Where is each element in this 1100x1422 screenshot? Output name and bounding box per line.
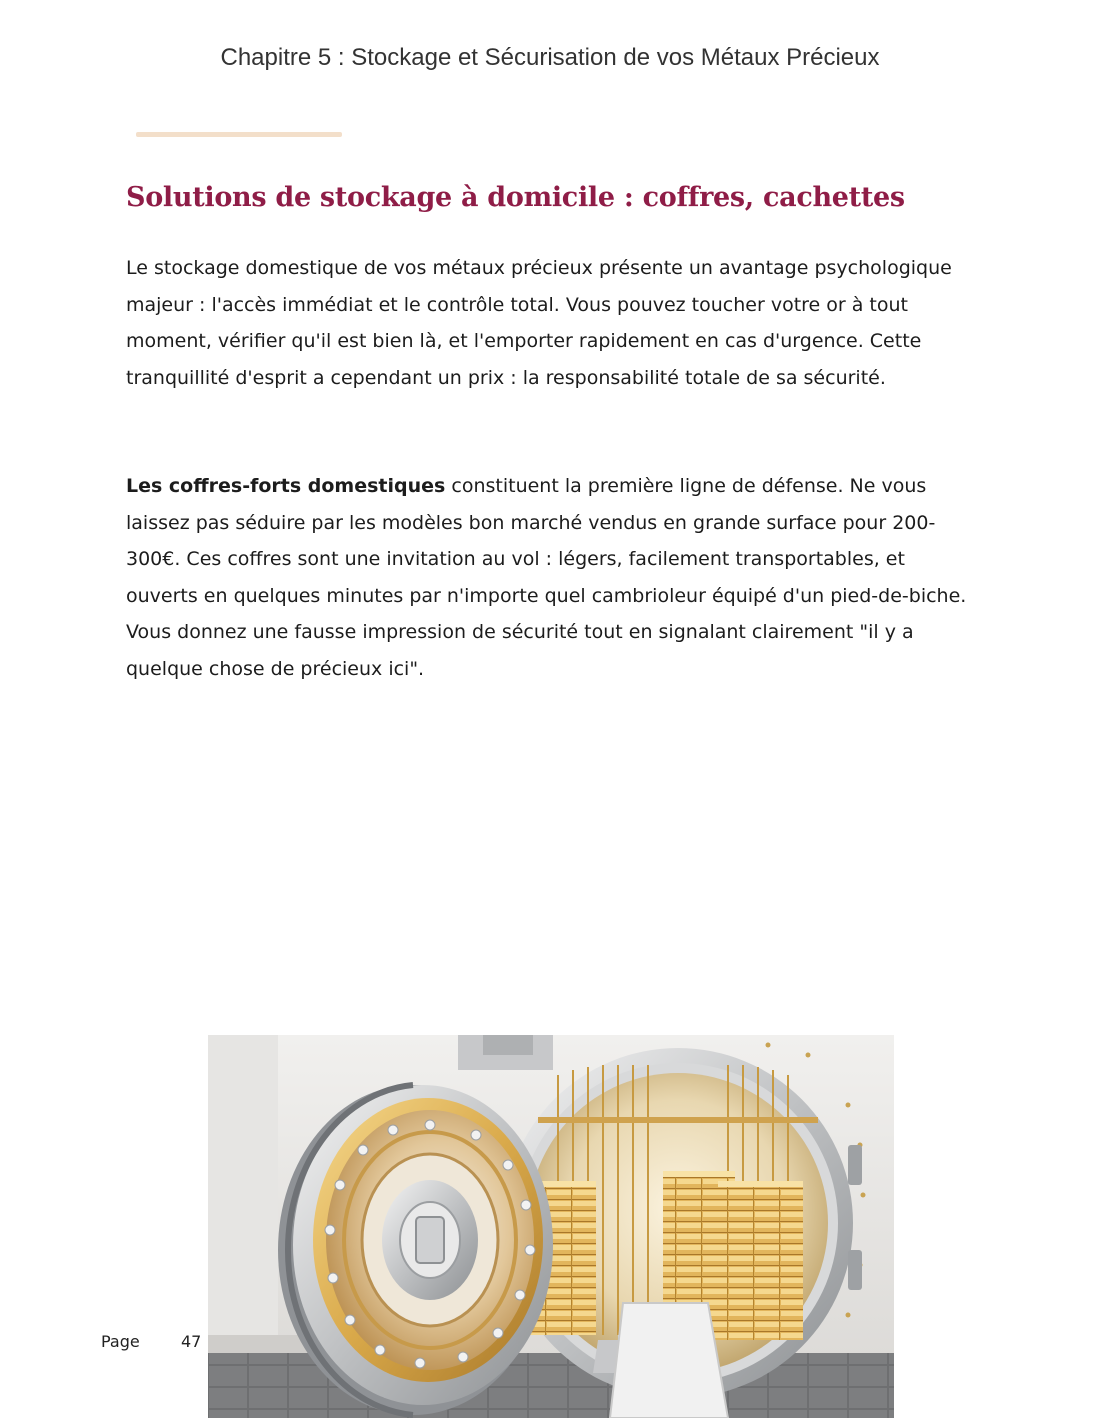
bold-lead-text: Les coffres-forts domestiques: [126, 475, 446, 497]
page-number: 47: [181, 1332, 202, 1351]
body-paragraph-2: [126, 468, 976, 687]
bank-vault-photo: [208, 1035, 894, 1418]
body-paragraph-1: Le stockage domestique de vos métaux précieux présente un avantage psychologique majeur : l'accès immédiat et le contrôle total. Vous pouvez toucher votre or à tout moment, vérifier qu'il est bien là, et l'emporter rapidement en cas d'urgence. Cette tranquillité d'esprit a cependant un prix : la responsabilité totale de sa sécurité.: [126, 257, 952, 389]
paragraph-2-text: constituent la première ligne de défense. Ne vous laissez pas séduire par les modèles bon marché vendus en grande surface pour 200-300€. Ces coffres sont une invitation au vol : légers, facilement transportables, et ouverts en quelques minutes par n'importe quel cambrioleur équipé d'un pied-de-biche. Vous donnez une fausse impression de sécurité tout en signalant clairement "il y a quelque chose de précieux ici".: [126, 475, 967, 680]
accent-divider: [136, 132, 342, 137]
running-header: Chapitre 5 : Stockage et Sécurisation de vos Métaux Précieux: [220, 44, 880, 71]
section-title: Solutions de stockage à domicile : coffres, cachettes: [126, 182, 905, 213]
page-label: Page: [101, 1332, 140, 1351]
